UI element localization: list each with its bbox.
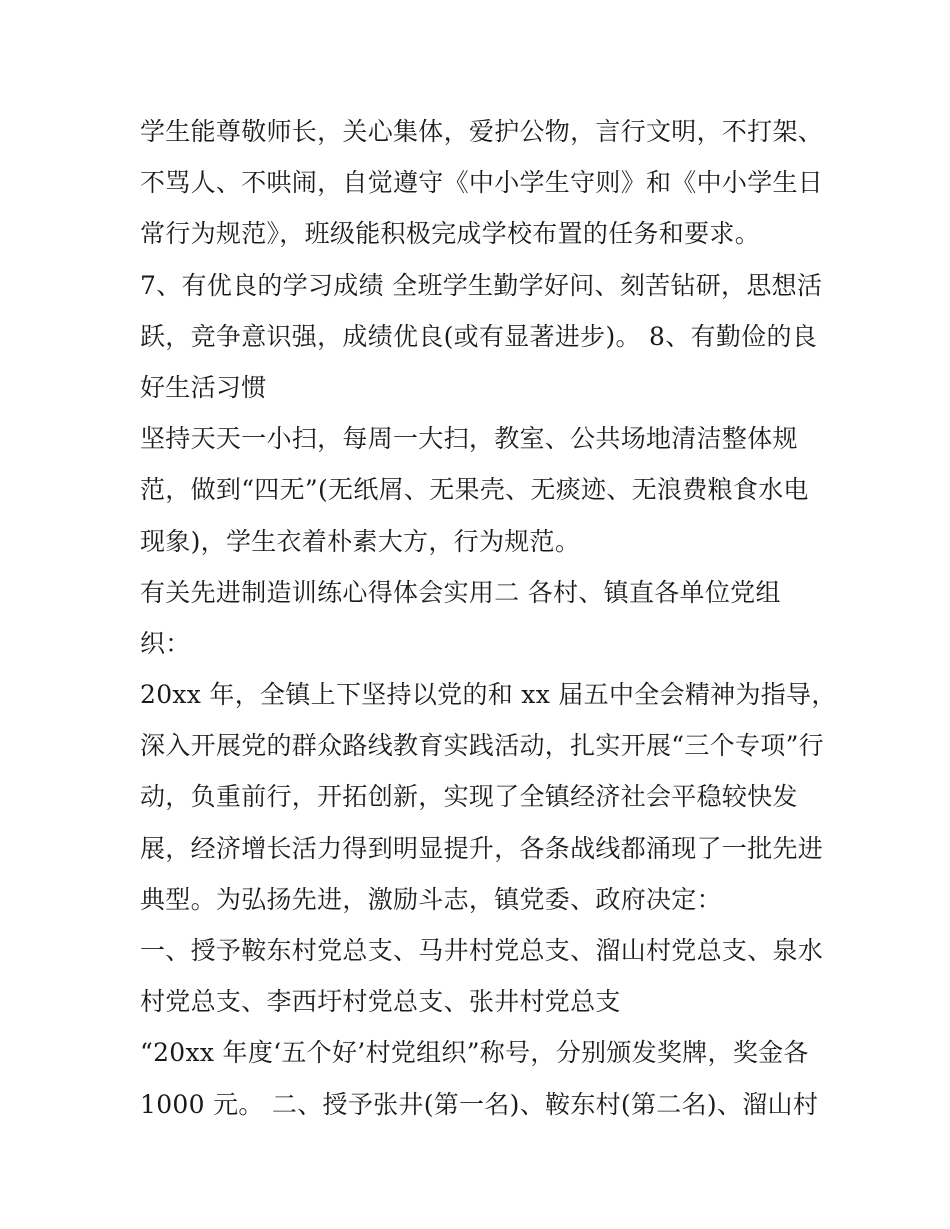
text-line: 深入开展党的群众路线教育实践活动，扎实开展“三个专项”行	[140, 731, 824, 761]
text-line: 跃，竞争意识强，成绩优良(或有显著进步)。 8、有勤俭的良	[140, 321, 818, 351]
text-line: 展，经济增长活力得到明显提升，各条战线都涌现了一批先进	[140, 833, 824, 863]
text-line: 学生能尊敬师长，关心集体，爱护公物，言行文明，不打架、	[140, 117, 824, 146]
text-line: 20xx 年，全镇上下坚持以党的和 xx 届五中全会精神为指导，	[140, 680, 837, 710]
text-line: 有关先进制造训练心得体会实用二 各村、镇直各单位党组	[140, 577, 781, 607]
text-line: 坚持天天一小扫，每周一大扫，教室、公共场地清洁整体规	[140, 424, 798, 454]
text-line: 不骂人、不哄闹，自觉遵守《中小学生守则》和《中小学生日	[140, 168, 824, 198]
text-line: 村党总支、李西圩村党总支、张井村党总支	[140, 987, 621, 1017]
text-line: 现象)，学生衣着朴素大方，行为规范。	[140, 526, 581, 556]
text-line: 动，负重前行，开拓创新，实现了全镇经济社会平稳较快发	[140, 782, 798, 812]
text-line: 典型。为弘扬先进，激励斗志，镇党委、政府决定：	[140, 884, 722, 914]
text-line: 常行为规范》，班级能积极完成学校布置的任务和要求。	[140, 219, 761, 249]
text-line: 7、有优良的学习成绩 全班学生勤学好问、刻苦钻研，思想活	[140, 270, 823, 300]
text-line: 1000 元。 二、授予张井(第一名)、鞍东村(第二名)、溜山村	[140, 1089, 819, 1119]
text-line: “20xx 年度‘五个好’村党组织”称号，分别颁发奖牌，奖金各	[140, 1038, 809, 1068]
text-line: 好生活习惯	[140, 372, 267, 402]
text-line: 织：	[140, 628, 191, 658]
text-line: 一、授予鞍东村党总支、马井村党总支、溜山村党总支、泉水	[140, 936, 824, 965]
document-body	[140, 106, 837, 1130]
text-line: 范，做到“四无”(无纸屑、无果壳、无痰迹、无浪费粮食水电	[140, 475, 809, 505]
